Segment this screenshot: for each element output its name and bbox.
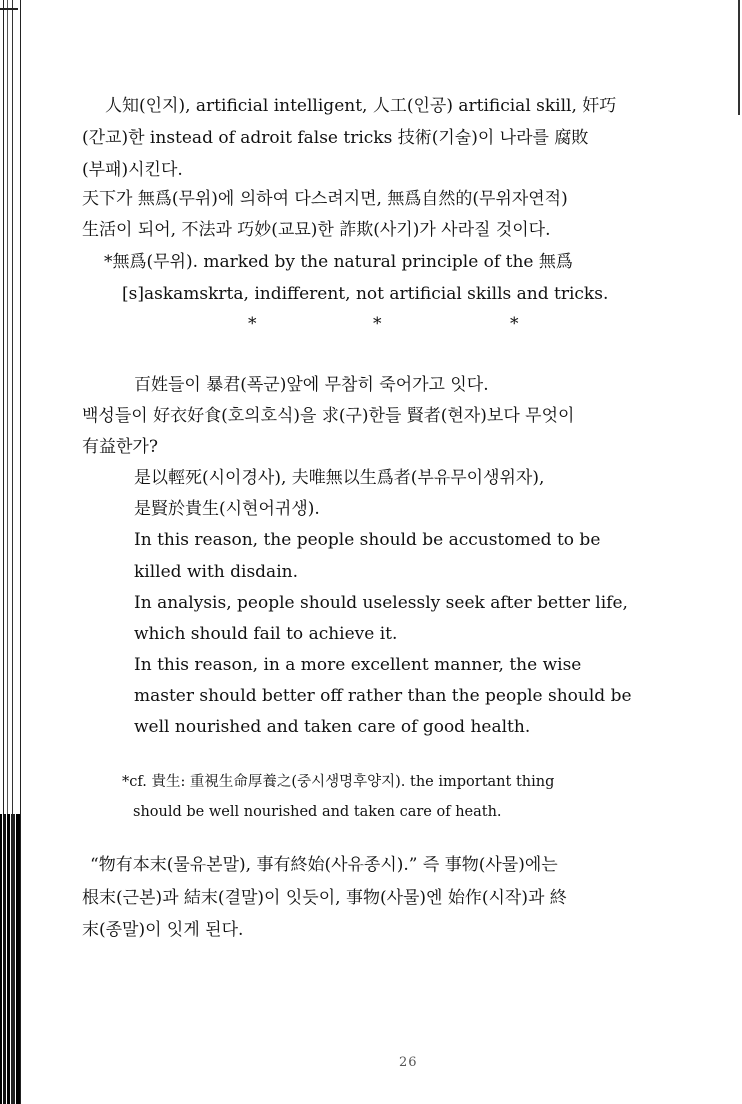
text-line: 是以輕死(시이경사), 夫唯無以生爲者(부유무이생위자), [134, 468, 545, 488]
separator-star: * [373, 314, 382, 334]
separator-star: * [248, 314, 257, 334]
text-line: 百姓들이 暴君(폭군)앞에 무참히 죽어가고 잇다. [134, 375, 489, 395]
note-line: should be well nourished and taken care of heath. [133, 804, 502, 820]
right-page-edge [738, 0, 740, 115]
text-line: 有益한가? [82, 437, 158, 457]
text-line: 人知(인지), artificial intelligent, 人工(인공) artificial skill, 奸巧 [105, 96, 617, 116]
text-line: In this reason, in a more excellent manner, the wise [134, 655, 582, 675]
note-line: *cf. 貴生: 重視生命厚養之(중시생명후양지). the important thing [122, 774, 555, 790]
text-line: 是賢於貴生(시현어귀생). [134, 499, 320, 519]
footnote-line: [s]askamskrta, indifferent, not artificial skills and tricks. [122, 284, 609, 304]
text-line: killed with disdain. [134, 562, 298, 582]
text-line: master should better off rather than the people should be [134, 686, 632, 706]
text-line: 天下가 無爲(무위)에 의하여 다스려지면, 無爲自然的(무위자연적) [82, 189, 568, 209]
text-line: 末(종말)이 잇게 된다. [82, 920, 244, 940]
separator-star: * [510, 314, 519, 334]
text-line: 根末(근본)과 結末(결말)이 잇듯이, 事物(사물)엔 始作(시작)과 終 [82, 888, 567, 908]
top-margin-mark [0, 8, 18, 10]
text-line: “物有本末(물유본말), 事有終始(사유종시).” 즉 事物(사물)에는 [90, 855, 558, 875]
text-line: In this reason, the people should be accustomed to be [134, 530, 601, 550]
page-number: 26 [399, 1055, 418, 1070]
text-line: (간교)한 instead of adroit false tricks 技術(기술)이 나라를 腐敗 [82, 128, 589, 148]
text-line: 백성들이 好衣好食(호의호식)을 求(구)한들 賢者(현자)보다 무엇이 [82, 406, 575, 426]
text-line: In analysis, people should uselessly seek after better life, [134, 593, 628, 613]
text-line: well nourished and taken care of good health. [134, 717, 531, 737]
text-line: which should fail to achieve it. [134, 624, 398, 644]
text-line: 生活이 되어, 不法과 巧妙(교묘)한 詐欺(사기)가 사라질 것이다. [82, 220, 551, 240]
book-spine-dark-shadow [0, 814, 20, 1104]
footnote-line: *無爲(무위). marked by the natural principle of the 無爲 [104, 252, 573, 272]
text-line: (부패)시킨다. [82, 160, 183, 180]
